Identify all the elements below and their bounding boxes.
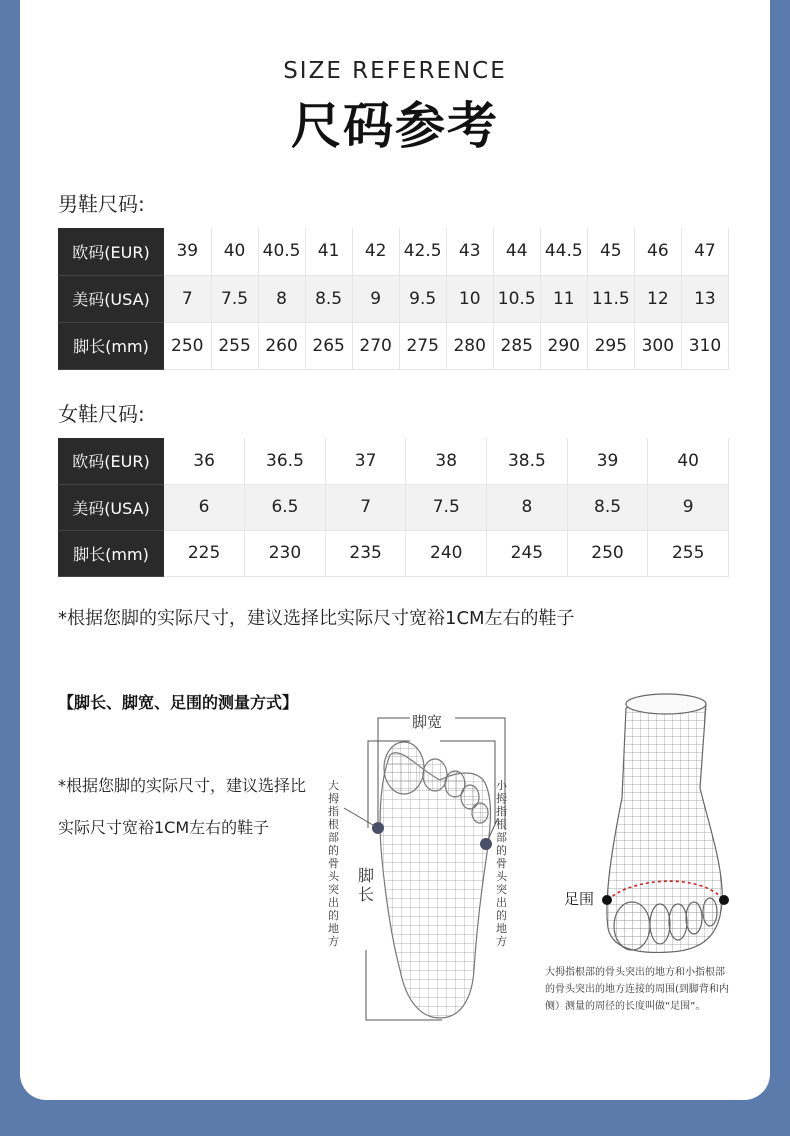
foot-length-width-illustration (320, 700, 520, 1030)
table-cell: 275 (399, 322, 446, 369)
toe-e (703, 898, 717, 926)
row-header: 美码(USA) (58, 484, 164, 530)
girth-right-marker (719, 895, 729, 905)
table-cell: 7.5 (211, 275, 258, 322)
table-cell: 36.5 (245, 438, 326, 484)
row-header: 欧码(EUR) (58, 438, 164, 484)
table-cell: 13 (681, 275, 728, 322)
table-cell: 46 (634, 228, 681, 275)
big-toe (384, 742, 424, 794)
table-row (58, 322, 729, 369)
table-cell: 225 (164, 530, 245, 576)
toe-c (669, 904, 687, 940)
table-row (58, 275, 729, 322)
page-subtitle: SIZE REFERENCE (283, 58, 507, 84)
table-cell: 42.5 (399, 228, 446, 275)
table-cell: 11.5 (587, 275, 634, 322)
table-cell: 10.5 (493, 275, 540, 322)
toe-d (686, 902, 702, 934)
foot-length-label: 脚长 (357, 866, 374, 904)
big-toe-joint-marker (372, 822, 384, 834)
table-cell: 12 (634, 275, 681, 322)
small-toe-joint-marker (480, 838, 492, 850)
table-cell: 8.5 (305, 275, 352, 322)
table-cell: 36 (164, 438, 245, 484)
table-cell: 9.5 (399, 275, 446, 322)
table-cell: 230 (245, 530, 326, 576)
toe-5 (472, 803, 488, 823)
row-header: 脚长(mm) (58, 530, 164, 576)
table-cell: 8.5 (567, 484, 648, 530)
toe-2 (423, 759, 447, 791)
table-row (58, 438, 729, 484)
table-cell: 47 (681, 228, 728, 275)
table-cell: 39 (164, 228, 211, 275)
table-cell: 265 (305, 322, 352, 369)
table-cell: 290 (540, 322, 587, 369)
table-row (58, 228, 729, 275)
big-toe-joint-label: 大拇指根部的骨头突出的地方 (328, 779, 339, 948)
table-cell: 255 (648, 530, 729, 576)
table-cell: 300 (634, 322, 681, 369)
page-title: 尺码参考 (291, 97, 499, 155)
table-cell: 44.5 (540, 228, 587, 275)
table-cell: 250 (567, 530, 648, 576)
table-cell: 7.5 (406, 484, 487, 530)
table-cell: 7 (325, 484, 406, 530)
measure-note: *根据您脚的实际尺寸，建议选择比实际尺寸宽裕1CM左右的鞋子 (58, 776, 307, 837)
table-cell: 11 (540, 275, 587, 322)
men-size-table (58, 228, 729, 370)
table-cell: 6 (164, 484, 245, 530)
table-cell: 44 (493, 228, 540, 275)
table-cell: 260 (258, 322, 305, 369)
girth-left-marker (602, 895, 612, 905)
foot-girth-label: 足围 (564, 890, 595, 908)
table-cell: 8 (487, 484, 568, 530)
table-cell: 6.5 (245, 484, 326, 530)
table-row (58, 530, 729, 576)
small-toe-joint-label: 小拇指根部的骨头突出的地方 (496, 779, 507, 948)
table-cell: 43 (446, 228, 493, 275)
table-cell: 40 (648, 438, 729, 484)
women-size-table (58, 438, 729, 577)
measure-title: 【脚长、脚宽、足围的测量方式】 (58, 693, 299, 712)
table-cell: 310 (681, 322, 728, 369)
men-size-label: 男鞋尺码: (58, 192, 145, 216)
table-cell: 38.5 (487, 438, 568, 484)
table-cell: 250 (164, 322, 211, 369)
table-cell: 41 (305, 228, 352, 275)
table-cell: 235 (325, 530, 406, 576)
table-cell: 240 (406, 530, 487, 576)
foot-girth-illustration (560, 688, 740, 958)
table-cell: 40 (211, 228, 258, 275)
row-header: 欧码(EUR) (58, 228, 164, 275)
table-cell: 8 (258, 275, 305, 322)
table-cell: 245 (487, 530, 568, 576)
women-size-label: 女鞋尺码: (58, 402, 145, 426)
table-cell: 285 (493, 322, 540, 369)
table-cell: 42 (352, 228, 399, 275)
table-cell: 255 (211, 322, 258, 369)
row-header: 脚长(mm) (58, 322, 164, 369)
table-cell: 39 (567, 438, 648, 484)
table-cell: 38 (406, 438, 487, 484)
table-cell: 295 (587, 322, 634, 369)
table-cell: 37 (325, 438, 406, 484)
table-cell: 7 (164, 275, 211, 322)
table-cell: 270 (352, 322, 399, 369)
table-cell: 45 (587, 228, 634, 275)
table-cell: 10 (446, 275, 493, 322)
toe-a (614, 902, 650, 950)
table-row (58, 484, 729, 530)
table-cell: 280 (446, 322, 493, 369)
table-cell: 9 (352, 275, 399, 322)
foot-width-label: 脚宽 (412, 713, 443, 731)
girth-note: 大拇指根部的骨头突出的地方和小指根部的骨头突出的地方连接的周围(到脚背和内侧）测量的周径的长度叫做“足围”。 (545, 967, 729, 1012)
table-cell: 40.5 (258, 228, 305, 275)
row-header: 美码(USA) (58, 275, 164, 322)
fit-note: *根据您脚的实际尺寸，建议选择比实际尺寸宽裕1CM左右的鞋子 (58, 608, 575, 629)
table-cell: 9 (648, 484, 729, 530)
toe-b (650, 904, 670, 944)
